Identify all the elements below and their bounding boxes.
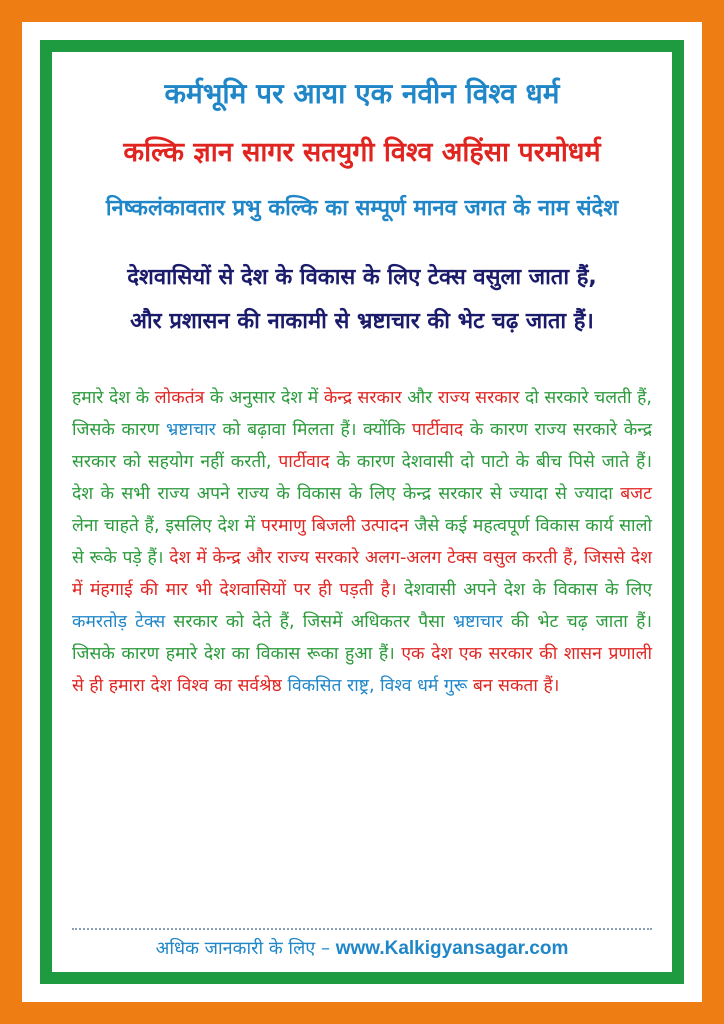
body-segment: भ्रष्टाचार <box>452 612 503 632</box>
body-segment: पार्टीवाद <box>278 452 330 472</box>
body-segment: के कारण राज्य सरकारे केन्द्र सरकार को सहयोग नहीं करती, <box>72 420 652 472</box>
body-segment: पार्टीवाद <box>411 420 464 440</box>
footer-website-link[interactable]: www.Kalkigyansagar.com <box>335 938 569 959</box>
body-segment: बजट <box>620 484 652 504</box>
body-segment: कमरतोड़ टेक्स <box>72 612 166 632</box>
poster-tagline: निष्कलंकावतार प्रभु कल्कि का सम्पूर्ण मानव जगत के नाम संदेश <box>105 196 619 221</box>
body-segment: भ्रष्टाचार <box>165 420 216 440</box>
headline <box>62 256 662 344</box>
body-segment: देश में केन्द्र और राज्य सरकारे अलग-अलग टेक्स वसुल करती हैं, जिससे देश में मंहगाई की मार भी देशवासियों पर ही पड़ती है। <box>72 548 652 600</box>
body-segment: एक देश एक सरकार की शासन प्रणाली से ही हमारा देश विश्व का सर्वश्रेष्ठ <box>72 644 652 696</box>
body-segment: सरकार को देते हैं, जिसमें अधिकतर पैसा <box>165 612 453 632</box>
body-segment: बन सकता हैं। <box>467 676 560 696</box>
footer-divider <box>72 928 652 930</box>
body-paragraph <box>72 382 652 702</box>
body-segment: दो सरकारे चलती हैं, जिसके कारण <box>72 388 652 440</box>
body-segment: के कारण देशवासी दो पाटो के बीच पिसे जाते हैं। देश के सभी राज्य अपने राज्य के विकास के लिए केन्द्र सरकार से ज्यादा से ज्यादा <box>72 452 652 504</box>
body-segment: जैसे कई महत्वपूर्ण विकास कार्य सालो से रूके पड़े हैं। <box>72 516 652 568</box>
footer <box>52 936 672 960</box>
headline-line-1: देशवासियों से देश के विकास के लिए टेक्स वसुला जाता हैं, <box>127 265 597 290</box>
footer-label: अधिक जानकारी के लिए – <box>155 938 330 959</box>
poster-title: कर्मभूमि पर आया एक नवीन विश्व धर्म <box>164 77 560 110</box>
body-segment: राज्य सरकार <box>437 388 520 408</box>
body-segment: लेना चाहते हैं, इसलिए देश में <box>72 516 261 536</box>
body-segment: को बढ़ावा मिलता हैं। क्योंकि <box>215 420 412 440</box>
body-segment: लोकतंत्र <box>154 388 205 408</box>
body-segment: की भेट चढ़ जाता हैं। जिसके कारण हमारे देश का विकास रूका हुआ हैं। <box>72 612 653 664</box>
poster-panel <box>52 52 672 972</box>
body-segment: हमारे देश के <box>72 388 155 408</box>
body-segment: और <box>401 388 438 408</box>
body-segment: केन्द्र सरकार <box>323 388 402 408</box>
poster-subtitle: कल्कि ज्ञान सागर सतयुगी विश्व अहिंसा परमोधर्म <box>123 137 601 168</box>
body-segment: परमाणु बिजली उत्पादन <box>260 516 409 536</box>
body-segment: के अनुसार देश में <box>204 388 324 408</box>
body-segment: विकसित राष्ट्र, विश्व धर्म गुरू <box>281 676 468 696</box>
body-segment: देशवासी अपने देश के विकास के लिए <box>396 580 652 600</box>
headline-line-2: और प्रशासन की नाकामी से भ्रष्टाचार की भेट चढ़ जाता हैं। <box>130 309 594 334</box>
